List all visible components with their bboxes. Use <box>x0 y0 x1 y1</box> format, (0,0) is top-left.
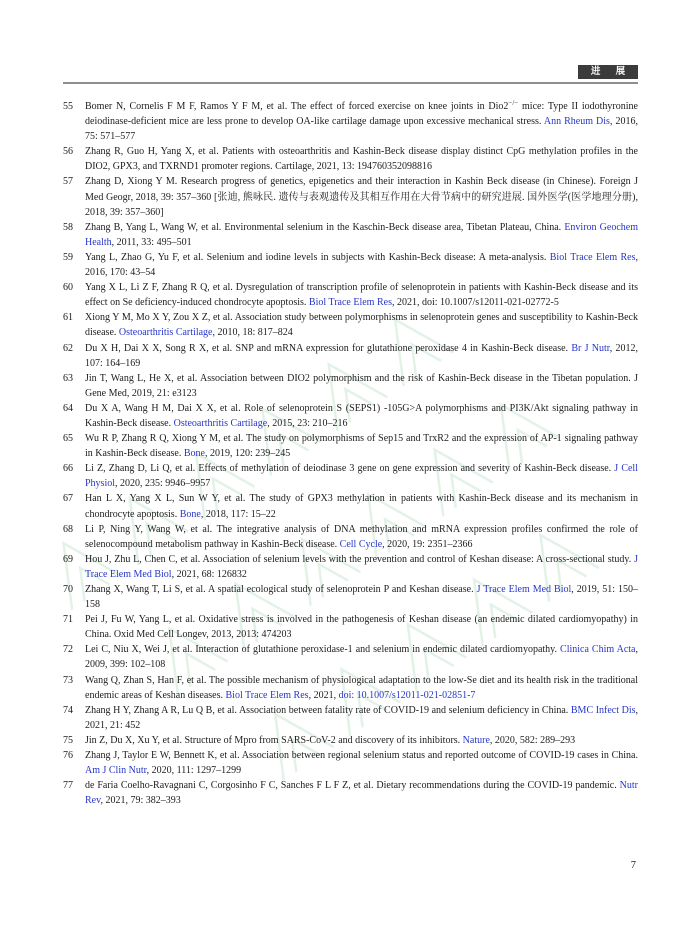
journal-link[interactable]: Ann Rheum Dis <box>543 116 610 128</box>
text-segment: Du X A, Wang H M, Dai X X, et al. Role of selenoprotein S (SEPS1) -105G>A polymorphisms and PI3K/Akt signaling pathway in Kashin-Beck disease. <box>85 402 638 429</box>
reference-text <box>85 461 638 491</box>
journal-link[interactable]: Osteoarthritis Cartilage <box>118 327 213 339</box>
reference-text <box>85 673 638 703</box>
journal-link[interactable]: Clinica Chim Acta <box>560 644 636 656</box>
reference-text <box>85 401 638 431</box>
journal-link[interactable]: Biol Trace Elem Res <box>549 251 636 263</box>
reference-text <box>85 582 638 612</box>
journal-link[interactable]: Biol Trace Elem Res <box>225 689 309 701</box>
text-segment: Jin T, Wang L, He X, et al. Association between DIO2 polymorphism and the risk of Kashin-Beck disease in the Tibetan population. J Gene Med, 2019, 21: e3123 <box>85 372 638 399</box>
reference-number: 62 <box>63 342 73 354</box>
text-segment: Zhang R, Guo H, Yang X, et al. Patients with osteoarthritis and Kashin-Beck disease display distinct CpG methylation profiles in the DIO2, GPX3, and TXRND1 promoter regions. Cartilage, 2021, 13: 194760352098816 <box>85 146 638 173</box>
superscript-text: −/− <box>508 99 519 107</box>
reference-item <box>63 461 638 491</box>
reference-item <box>63 310 638 340</box>
reference-text <box>85 99 638 144</box>
reference-number: 77 <box>63 780 73 792</box>
reference-number: 57 <box>63 176 73 188</box>
text-segment: Yang L, Zhao G, Yu F, et al. Selenium and iodine levels in subjects with Kashin-Beck disease: A meta-analysis. <box>85 251 550 263</box>
text-segment: , 2019, 51: 150–158 <box>85 584 638 611</box>
reference-item <box>63 431 638 461</box>
text-segment: Yang X L, Li Z F, Zhang R Q, et al. Dysregulation of transcription profile of selenoprotein in patients with Kashin-Beck disease and its effect on Se deficiency-induced chondrocyte apoptosis. <box>85 282 638 309</box>
text-segment: Zhang J, Taylor E W, Bennett K, et al. Association between regional selenium status and reported outcome of COVID-19 cases in China. <box>85 750 638 762</box>
text-segment: Xiong Y M, Mo X Y, Zou X Z, et al. Association study between polymorphisms in selenoprotein genes and susceptibility to Kashin-Beck disease. <box>85 312 638 339</box>
reference-item <box>63 144 638 174</box>
text-segment: , 2010, 18: 817–824 <box>212 327 293 339</box>
reference-number: 65 <box>63 433 73 445</box>
reference-item <box>63 250 638 280</box>
journal-link[interactable]: Environ Geochem Health <box>85 221 638 248</box>
page-content <box>63 64 638 808</box>
reference-number: 55 <box>63 101 73 112</box>
reference-item <box>63 341 638 371</box>
text-segment: Lei C, Niu X, Wei J, et al. Interaction of glutathione peroxidase-1 and selenium in endemic dilated cardiomyopathy. <box>85 644 561 656</box>
reference-number: 56 <box>63 146 73 158</box>
reference-number: 73 <box>63 674 73 686</box>
reference-item <box>63 612 638 642</box>
reference-item <box>63 220 638 250</box>
text-segment: , 2016, 170: 43–54 <box>85 251 638 279</box>
reference-text <box>85 431 638 461</box>
journal-link[interactable]: Nutr Rev <box>85 780 638 807</box>
reference-number: 74 <box>63 704 73 716</box>
reference-item <box>63 174 638 219</box>
text-segment: , 2012, 107: 164–169 <box>85 342 638 369</box>
page-header <box>63 64 638 79</box>
text-segment: de Faria Coelho-Ravagnani C, Corgosinho F C, Sanches F L F Z, et al. Dietary recommendations during the COVID-19 pandemic. <box>85 780 620 792</box>
text-segment: Li P, Ning Y, Wang W, et al. The integrative analysis of DNA methylation and mRNA expression profiles confirmed the role of selenocompound metabolism pathway in Kashin-Beck disease. <box>85 523 638 550</box>
reference-item <box>63 280 638 310</box>
text-segment: Du X H, Dai X X, Song R X, et al. SNP and mRNA expression for glutathione peroxidase 4 in Kashin-Beck disease. <box>85 342 572 354</box>
reference-number: 67 <box>63 493 73 505</box>
journal-link[interactable]: Bone <box>183 448 205 460</box>
reference-number: 69 <box>63 553 73 565</box>
text-segment: Wang Q, Zhan S, Han F, et al. The possible mechanism of physiological adaptation to the low-Se diet and its health risk in the traditional endemic areas of Keshan diseases. <box>85 674 638 701</box>
text-segment: , 2020, 111: 1297–1299 <box>146 765 242 777</box>
reference-text <box>85 522 638 552</box>
reference-number: 76 <box>63 750 73 762</box>
reference-number: 71 <box>63 614 73 626</box>
reference-item <box>63 733 638 748</box>
text-segment: , 2016, 75: 571–577 <box>85 116 638 143</box>
reference-item <box>63 673 638 703</box>
reference-number: 68 <box>63 523 73 535</box>
journal-link[interactable]: Am J Clin Nutr <box>85 765 147 777</box>
reference-text <box>85 280 638 310</box>
reference-item <box>63 778 638 808</box>
journal-link[interactable]: J Cell Physiol <box>85 463 638 490</box>
text-segment: , 2021, doi: 10.1007/s12011-021-02772-5 <box>391 297 559 309</box>
reference-text <box>85 144 638 174</box>
reference-item <box>63 748 638 778</box>
journal-link[interactable]: Biol Trace Elem Res <box>308 297 392 309</box>
journal-link[interactable]: J Trace Elem Med Biol <box>85 553 638 580</box>
reference-text <box>85 703 638 733</box>
text-segment: Zhang B, Yang L, Wang W, et al. Environmental selenium in the Kaschin-Beck disease area, Tibetan Plateau, China. <box>85 221 565 233</box>
text-segment: , 2011, 33: 495–501 <box>111 236 192 248</box>
text-segment: , 2020, 235: 9946–9957 <box>115 478 211 490</box>
text-segment: Bomer N, Cornelis F M F, Ramos Y F M, et al. The effect of forced exercise on knee joints in Dio2 <box>85 101 509 112</box>
reference-item <box>63 401 638 431</box>
text-segment: Wu R P, Zhang R Q, Xiong Y M, et al. The study on polymorphisms of Sep15 and TrxR2 and the expression of AP-1 signaling pathway in Kashin-Beck disease. <box>85 433 638 460</box>
reference-text <box>85 174 638 219</box>
text-segment: , 2020, 582: 289–293 <box>489 734 576 746</box>
reference-text <box>85 612 638 642</box>
reference-item <box>63 371 638 401</box>
reference-item <box>63 703 638 733</box>
journal-link[interactable]: Nature <box>462 734 490 746</box>
text-segment: Zhang D, Xiong Y M. Research progress of genetics, epigenetics and their interaction in Kashin Beck disease (in Chinese). Foreign J Med Geogr, 2018, 39: 357–360 [张迪, 熊咏民. 遗传与表观遗传及其相互作用在大骨节病中的研究进展. 国外医学(医学地理分册), 2018, 39: 357–360] <box>85 176 638 218</box>
text-segment: Zhang H Y, Zhang A R, Lu Q B, et al. Association between fatality rate of COVID-19 and selenium deficiency in China. <box>85 704 571 716</box>
text-segment: Zhang X, Wang T, Li S, et al. A spatial ecological study of selenoprotein P and Keshan disease. <box>85 584 477 595</box>
reference-number: 61 <box>63 312 73 324</box>
reference-text <box>85 491 638 521</box>
section-tag: 进 展 <box>578 65 638 79</box>
reference-number: 60 <box>63 282 73 294</box>
reference-text <box>85 733 638 748</box>
text-segment: , 2015, 23: 210–216 <box>267 417 348 429</box>
references-list <box>63 99 638 808</box>
journal-link[interactable]: Br J Nutr <box>571 342 610 354</box>
text-segment: , 2021, 79: 382–393 <box>100 795 181 807</box>
journal-link[interactable]: Bone <box>179 508 201 520</box>
reference-text <box>85 552 638 582</box>
text-segment: Han L X, Yang X L, Sun W Y, et al. The study of GPX3 methylation in patients with Kashin-Beck disease and its mechanism in chondrocyte apoptosis. <box>85 493 638 520</box>
reference-text <box>85 642 638 672</box>
text-segment: , 2021, 21: 452 <box>85 704 638 731</box>
text-segment: , 2020, 19: 2351–2366 <box>382 538 473 550</box>
reference-item <box>63 491 638 521</box>
reference-text <box>85 748 638 778</box>
text-segment: , 2009, 399: 102–108 <box>85 644 638 671</box>
reference-number: 66 <box>63 463 73 475</box>
text-segment: Hou J, Zhu L, Chen C, et al. Association of selenium levels with the prevention and control of Keshan disease: A cross-sectional study. <box>85 553 635 565</box>
journal-link[interactable]: Osteoarthritis Cartilage <box>173 417 268 429</box>
reference-text <box>85 341 638 371</box>
reference-number: 75 <box>63 734 73 746</box>
text-segment: Pei J, Fu W, Yang L, et al. Oxidative stress is involved in the pathogenesis of Keshan disease (an endemic dilated cardiomyopathy) in China. Oxid Med Cell Longev, 2013, 2013: 474203 <box>85 614 638 641</box>
page-number: 7 <box>630 860 636 871</box>
journal-link[interactable]: Cell Cycle <box>339 538 383 550</box>
reference-item <box>63 642 638 672</box>
text-segment: , 2018, 117: 15–22 <box>200 508 276 520</box>
reference-text <box>85 250 638 280</box>
text-segment: Li Z, Zhang D, Li Q, et al. Effects of methylation of deiodinase 3 gene on gene expression and severity of Kashin-Beck disease. <box>85 463 615 475</box>
reference-number: 64 <box>63 402 73 414</box>
reference-text <box>85 310 638 340</box>
reference-number: 70 <box>63 584 73 595</box>
text-segment: , 2021, <box>308 689 339 701</box>
text-segment: , 2019, 120: 239–245 <box>204 448 291 460</box>
reference-text <box>85 220 638 250</box>
reference-number: 63 <box>63 372 73 384</box>
reference-item <box>63 99 638 144</box>
text-segment: mice: Type II iodothyronine deiodinase-deficient mice are less prone to develop OA-like cartilage damage upon excessive mechanical stress. <box>85 101 638 128</box>
reference-item <box>63 552 638 582</box>
reference-item <box>63 582 638 612</box>
journal-link[interactable]: doi: 10.1007/s12011-021-02851-7 <box>338 689 476 701</box>
text-segment: Jin Z, Du X, Xu Y, et al. Structure of Mpro from SARS-CoV-2 and discovery of its inhibitors. <box>85 734 463 746</box>
reference-item <box>63 522 638 552</box>
reference-number: 72 <box>63 644 73 656</box>
reference-number: 59 <box>63 251 73 263</box>
journal-link[interactable]: BMC Infect Dis <box>570 704 636 716</box>
header-rule <box>63 82 638 84</box>
journal-link[interactable]: J Trace Elem Med Biol <box>476 584 572 595</box>
reference-text <box>85 371 638 401</box>
reference-text <box>85 778 638 808</box>
text-segment: , 2021, 68: 126832 <box>171 568 247 580</box>
reference-number: 58 <box>63 221 73 233</box>
